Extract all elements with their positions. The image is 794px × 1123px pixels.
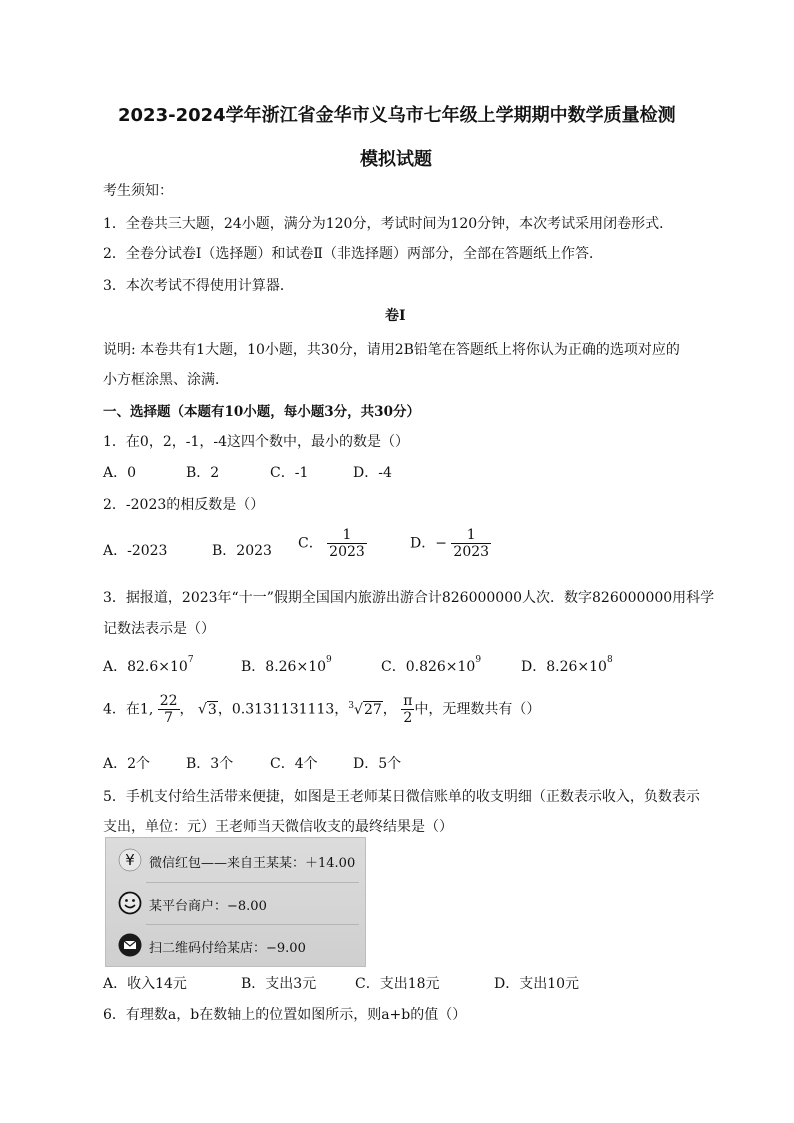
question-stem: 2．-2023的相反数是（） <box>103 497 265 513</box>
option-d <box>521 656 613 676</box>
question-stem: 5．手机支付给生活带来便捷，如图是王老师某日微信账单的收支明细（正数表示收入，负数表示 <box>103 789 700 805</box>
exponent: 8 <box>606 655 613 665</box>
fraction <box>401 693 414 726</box>
yuan-icon <box>118 848 142 872</box>
option-text: C．0.826×10 <box>381 659 476 675</box>
sqrt-expression <box>198 701 218 718</box>
option-b: B．2023 <box>212 543 272 559</box>
svg-text:¥: ¥ <box>125 851 135 869</box>
fraction-numerator: π <box>403 693 413 709</box>
option-b: B．支出3元 <box>241 976 317 992</box>
option-d <box>410 527 491 560</box>
notice-heading: 考生须知： <box>103 183 173 199</box>
question-stem: 记数法表示是（） <box>103 621 215 637</box>
option-b: B．3个 <box>186 756 234 772</box>
notice-item: 1．全卷共三大题，24小题，满分为120分，考试时间为120分钟，本次考试采用闭卷形式． <box>103 216 674 232</box>
fraction-denominator: 2 <box>403 710 413 727</box>
fraction-numerator: 22 <box>159 693 178 709</box>
separator: ， <box>382 701 397 718</box>
fraction <box>327 527 367 560</box>
option-d: D．支出10元 <box>494 976 580 992</box>
separator: ， <box>179 701 194 718</box>
fraction <box>451 527 491 560</box>
fraction-numerator: 1 <box>451 527 491 544</box>
radical-sign: √ <box>354 701 363 718</box>
option-d: D．-4 <box>353 465 392 481</box>
stem-text: 4．在1, <box>103 701 154 718</box>
fraction-denominator: 2023 <box>453 544 490 561</box>
section-heading: 一、选择题（本题有10小题，每小题3分，共30分） <box>103 404 420 420</box>
option-a: A．收入14元 <box>103 976 187 992</box>
bill-row-text: 微信红包——来自王某某：＋14.00 <box>149 856 356 871</box>
title-line-1: 2023-2024学年浙江省金华市义乌市七年级上学期期中数学质量检测 <box>118 105 676 126</box>
exponent: 9 <box>326 655 332 665</box>
fraction-denominator: 2023 <box>329 544 365 561</box>
option-c: C．支出18元 <box>355 976 440 992</box>
option-c: C．-1 <box>270 465 309 481</box>
cube-root-expression <box>348 702 382 718</box>
title-line-2: 模拟试题 <box>360 149 432 170</box>
notice-item: 2．全卷分试卷Ⅰ（选择题）和试卷Ⅱ（非选择题）两部分，全部在答题纸上作答． <box>103 246 603 262</box>
volume-description: 小方框涂黑、涂满． <box>103 372 229 388</box>
radicand: 3 <box>207 701 217 718</box>
option-a: A．0 <box>103 465 137 481</box>
option-a <box>103 656 194 676</box>
stem-text: ，0.3131131113， <box>217 701 349 718</box>
option-b <box>241 656 332 676</box>
option-label: C． <box>298 535 323 552</box>
option-text: A．82.6×10 <box>103 659 188 675</box>
volume-description: 说明: 本卷共有1大题，10小题，共30分，请用2B铅笔在答题纸上将你认为正确的选项对应的 <box>103 342 680 358</box>
volume-title: 卷Ⅰ <box>385 308 406 324</box>
question-stem: 6．有理数a，b在数轴上的位置如图所示，则a+b的值（） <box>103 1007 467 1023</box>
bill-row <box>106 883 365 923</box>
stem-text: 中，无理数共有（） <box>414 701 541 718</box>
smiley-icon <box>118 891 142 915</box>
notice-item: 3．本次考试不得使用计算器． <box>103 278 294 294</box>
question-stem <box>103 693 540 726</box>
wechat-bill-image <box>105 837 366 967</box>
exponent: 9 <box>475 655 482 665</box>
option-a: A．2个 <box>103 756 151 772</box>
option-c: C．4个 <box>270 756 318 772</box>
root-index: 3 <box>348 700 355 711</box>
exponent: 7 <box>187 655 194 665</box>
radical-sign: √ <box>198 701 207 718</box>
bill-row-text: 某平台商户：−8.00 <box>149 899 267 914</box>
question-stem: 支出，单位：元）王老师当天微信收支的最终结果是（） <box>103 819 453 835</box>
bill-row <box>106 840 365 880</box>
fraction-numerator: 1 <box>327 527 367 544</box>
radicand: 27 <box>363 701 382 718</box>
option-text: D．8.26×10 <box>521 659 607 675</box>
option-c <box>381 656 481 676</box>
option-text: B．8.26×10 <box>241 659 327 675</box>
bill-row-text: 扫二维码付给某店：−9.00 <box>149 941 306 956</box>
option-c <box>298 527 367 560</box>
option-b: B．2 <box>186 465 220 481</box>
fraction <box>158 693 180 726</box>
option-label: D．− <box>410 535 447 552</box>
question-stem: 3．据报道，2023年“十一”假期全国国内旅游出游合计826000000人次．数字826000000用科学 <box>103 590 715 606</box>
bill-row <box>106 925 365 965</box>
option-a: A．-2023 <box>103 543 168 559</box>
envelope-icon <box>118 933 142 957</box>
fraction-denominator: 7 <box>164 710 174 727</box>
option-d: D．5个 <box>353 756 402 772</box>
question-stem: 1．在0，2，-1，-4这四个数中，最小的数是（） <box>103 434 409 450</box>
